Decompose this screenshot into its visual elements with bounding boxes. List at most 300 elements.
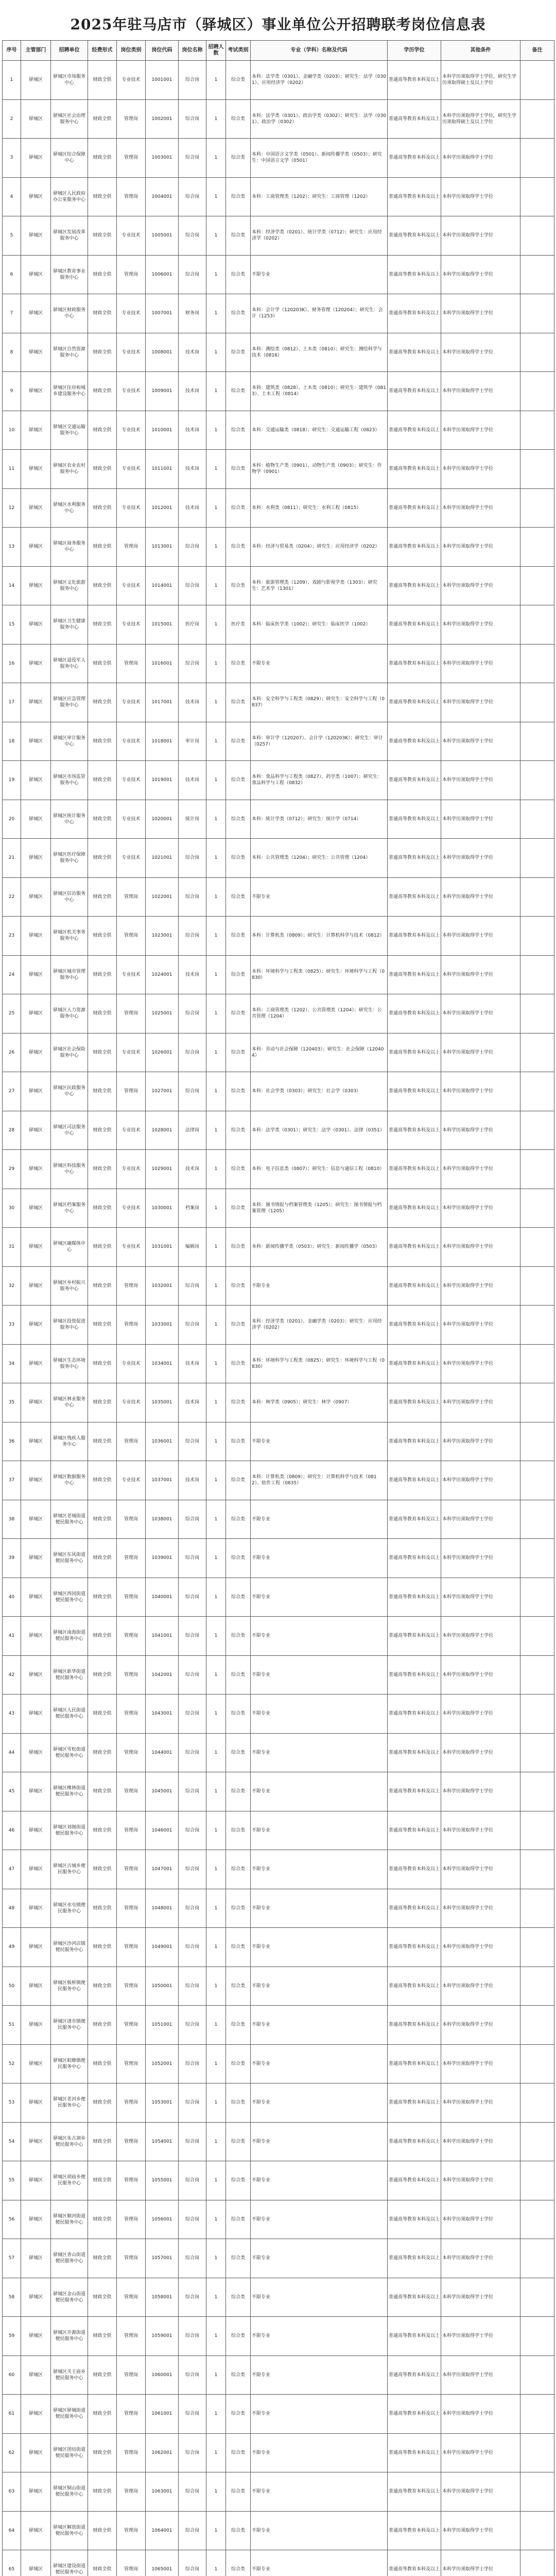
table-cell: 综合类 [226, 1578, 251, 1617]
table-cell: 财政全供 [88, 2122, 117, 2161]
table-cell: 1026001 [146, 1033, 179, 1072]
table-cell: 驿城区 [21, 139, 51, 178]
table-cell: 1011001 [146, 450, 179, 489]
table-cell: 1 [206, 2161, 226, 2200]
table-cell: 12 [3, 488, 21, 528]
table-cell: 管理岗 [117, 2200, 146, 2239]
table-cell: 驿城区沙河店镇便民服务中心 [51, 1928, 88, 1967]
table-cell: 本科学历须取得学士学位 [441, 1461, 520, 1500]
table-cell: 专业技术 [117, 216, 146, 256]
table-cell: 49 [3, 1928, 21, 1967]
table-cell: 1051001 [146, 2006, 179, 2045]
table-cell: 驿城区 [21, 1189, 51, 1228]
table-cell: 驿城区市场服务中心 [51, 61, 88, 100]
table-cell: 1042001 [146, 1655, 179, 1694]
table-cell: 本科：法学类（0301）；研究生：法学（0301）、法律（0351） [251, 1111, 388, 1150]
table-cell: 本科学历须取得学士学位 [441, 2239, 520, 2278]
table-cell: 综合岗 [179, 1772, 206, 1811]
table-cell: 1 [206, 488, 226, 528]
table-cell: 管理岗 [117, 1967, 146, 2006]
table-cell: 驿城区关王庙乡便民服务中心 [51, 2355, 88, 2395]
table-cell: 本科学历须取得学士学位 [441, 1266, 520, 1306]
table-cell: 驿城区老城街道便民服务中心 [51, 1500, 88, 1539]
table-cell: 驿城区 [21, 2395, 51, 2434]
table-cell: 不限专业 [251, 2044, 388, 2083]
table-cell: 驿城区交通运输服务中心 [51, 411, 88, 450]
table-cell: 财政全供 [88, 372, 117, 411]
table-cell: 普通高等教育本科及以上 [388, 99, 441, 139]
table-cell [520, 1344, 554, 1383]
table-cell: 技术岗 [179, 761, 206, 800]
table-cell: 综合类 [226, 877, 251, 917]
table-cell: 普通高等教育本科及以上 [388, 839, 441, 878]
table-cell: 驿城区 [21, 1306, 51, 1345]
table-cell: 1057001 [146, 2239, 179, 2278]
table-cell: 不限专业 [251, 1266, 388, 1306]
table-cell: 1020001 [146, 800, 179, 839]
table-cell: 1034001 [146, 1344, 179, 1383]
table-cell: 驿城区南海街道便民服务中心 [51, 1617, 88, 1656]
table-row [3, 1578, 554, 1617]
table-cell: 1 [206, 1539, 226, 1578]
table-cell: 23 [3, 917, 21, 956]
table-cell: 不限专业 [251, 644, 388, 683]
table-cell: 本科：植物生产类（0901）、动物生产类（0903）；研究生：作物学（0901） [251, 450, 388, 489]
table-cell: 1043001 [146, 1694, 179, 1734]
table-cell: 综合类 [226, 566, 251, 605]
table-row [3, 1850, 554, 1889]
table-cell: 本科：经济学类（0201）、金融学类（0203）；研究生：应用经济学（0202） [251, 1306, 388, 1345]
table-row [3, 1228, 554, 1267]
table-cell: 专业技术 [117, 566, 146, 605]
table-cell: 财政全供 [88, 2395, 117, 2434]
table-cell: 驿城区香山街道便民服务中心 [51, 2239, 88, 2278]
table-cell: 1 [206, 994, 226, 1033]
table-row [3, 2161, 554, 2200]
table-row [3, 488, 554, 528]
table-cell: 医疗类 [226, 605, 251, 645]
table-cell: 管理岗 [117, 528, 146, 567]
table-cell: 不限专业 [251, 1967, 388, 2006]
table-cell: 综合类 [226, 61, 251, 100]
column-header: 招聘人数 [206, 41, 226, 61]
table-cell: 综合类 [226, 1655, 251, 1694]
table-cell: 驿城区 [21, 605, 51, 645]
table-cell [520, 2006, 554, 2045]
table-cell: 1 [206, 1150, 226, 1189]
table-cell: 综合岗 [179, 1033, 206, 1072]
table-cell: 驿城区审计服务中心 [51, 722, 88, 761]
table-cell: 普通高等教育本科及以上 [388, 2200, 441, 2239]
table-cell: 财政全供 [88, 2317, 117, 2356]
table-cell: 本科：林学类（0905）；研究生：林学（0907） [251, 1383, 388, 1422]
table-row [3, 2355, 554, 2395]
table-cell: 财政全供 [88, 566, 117, 605]
table-cell: 综合类 [226, 2355, 251, 2395]
table-cell [520, 1111, 554, 1150]
table-cell: 1027001 [146, 1072, 179, 1111]
table-cell [520, 2472, 554, 2512]
table-cell: 财政全供 [88, 1539, 117, 1578]
table-cell: 40 [3, 1578, 21, 1617]
table-cell: 1036001 [146, 1422, 179, 1461]
table-cell: 驿城区自然资源服务中心 [51, 333, 88, 372]
table-cell: 普通高等教育本科及以上 [388, 139, 441, 178]
table-cell: 1 [206, 1928, 226, 1967]
table-cell: 财政全供 [88, 1072, 117, 1111]
table-cell: 普通高等教育本科及以上 [388, 1850, 441, 1889]
table-cell: 驿城区解放街道便民服务中心 [51, 2511, 88, 2550]
table-cell: 综合类 [226, 683, 251, 722]
table-cell: 本科学历须取得学士学位 [441, 2122, 520, 2161]
table-cell: 财政全供 [88, 333, 117, 372]
table-cell: 1050001 [146, 1967, 179, 2006]
table-cell: 本科学历须取得学士学位 [441, 2200, 520, 2239]
table-cell: 专业技术 [117, 1228, 146, 1267]
table-cell: 1 [206, 1461, 226, 1500]
table-cell: 本科学历须取得学士学位 [441, 2511, 520, 2550]
table-row [3, 2550, 554, 2576]
table-row [3, 1655, 554, 1694]
table-cell: 财政全供 [88, 1811, 117, 1850]
table-cell: 驿城区 [21, 839, 51, 878]
table-cell: 普通高等教育本科及以上 [388, 1655, 441, 1694]
table-cell: 驿城区 [21, 255, 51, 294]
table-cell: 1 [206, 2278, 226, 2317]
table-cell: 财务岗 [179, 294, 206, 333]
table-cell: 驿城区社会保险服务中心 [51, 1033, 88, 1072]
table-cell: 综合类 [226, 2239, 251, 2278]
table-cell: 财政全供 [88, 1228, 117, 1267]
table-cell: 财政全供 [88, 1344, 117, 1383]
table-row [3, 1694, 554, 1734]
table-cell: 驿城区财政服务中心 [51, 294, 88, 333]
table-cell: 综合岗 [179, 2472, 206, 2512]
table-cell: 驿城区 [21, 2200, 51, 2239]
table-cell: 1030001 [146, 1189, 179, 1228]
table-row [3, 877, 554, 917]
table-cell: 专业技术 [117, 411, 146, 450]
table-cell: 专业技术 [117, 333, 146, 372]
table-cell: 1 [206, 528, 226, 567]
table-cell: 驿城区西园街道便民服务中心 [51, 1578, 88, 1617]
table-cell: 技术岗 [179, 488, 206, 528]
table-cell: 综合岗 [179, 994, 206, 1033]
table-cell: 1 [206, 2395, 226, 2434]
table-cell: 驿城区顺河街道便民服务中心 [51, 2200, 88, 2239]
table-cell [520, 2433, 554, 2472]
table-cell: 管理岗 [117, 2511, 146, 2550]
table-row [3, 372, 554, 411]
table-cell: 普通高等教育本科及以上 [388, 2550, 441, 2576]
table-cell: 1 [206, 411, 226, 450]
table-cell: 统计岗 [179, 800, 206, 839]
table-cell: 普通高等教育本科及以上 [388, 644, 441, 683]
table-cell: 财政全供 [88, 605, 117, 645]
table-cell: 管理岗 [117, 877, 146, 917]
table-cell [520, 488, 554, 528]
table-cell: 专业技术 [117, 1189, 146, 1228]
table-cell: 综合类 [226, 1500, 251, 1539]
table-cell: 专业技术 [117, 61, 146, 100]
table-cell: 1023001 [146, 917, 179, 956]
table-cell: 1 [206, 1617, 226, 1656]
table-row [3, 2200, 554, 2239]
table-cell: 1 [206, 61, 226, 100]
table-cell: 财政全供 [88, 99, 117, 139]
table-cell: 29 [3, 1150, 21, 1189]
table-cell: 驿城区团结街道便民服务中心 [51, 2433, 88, 2472]
table-cell: 不限专业 [251, 2395, 388, 2434]
table-cell: 本科学历须取得学士学位 [441, 2083, 520, 2123]
table-cell: 1058001 [146, 2278, 179, 2317]
table-cell: 普通高等教育本科及以上 [388, 528, 441, 567]
column-header: 岗位名称 [179, 41, 206, 61]
table-cell: 普通高等教育本科及以上 [388, 2083, 441, 2123]
table-cell: 1060001 [146, 2355, 179, 2395]
table-cell: 普通高等教育本科及以上 [388, 333, 441, 372]
table-cell: 普通高等教育本科及以上 [388, 1733, 441, 1772]
table-cell: 专业技术 [117, 683, 146, 722]
table-cell [520, 1500, 554, 1539]
table-row [3, 1617, 554, 1656]
table-cell: 专业技术 [117, 1461, 146, 1500]
table-cell: 驿城区胡庙乡便民服务中心 [51, 2161, 88, 2200]
table-cell: 综合类 [226, 1889, 251, 1928]
table-cell: 驿城区 [21, 2511, 51, 2550]
table-cell: 本科学历须取得学士学位 [441, 877, 520, 917]
table-cell: 驿城区 [21, 1539, 51, 1578]
table-cell: 财政全供 [88, 1967, 117, 2006]
table-cell: 17 [3, 683, 21, 722]
table-cell: 编辑岗 [179, 1228, 206, 1267]
table-cell: 普通高等教育本科及以上 [388, 1150, 441, 1189]
table-cell: 驿城区 [21, 1655, 51, 1694]
table-cell: 1 [206, 1500, 226, 1539]
table-cell: 综合类 [226, 2511, 251, 2550]
table-cell: 驿城区 [21, 1694, 51, 1734]
table-cell: 1 [206, 1694, 226, 1734]
table-cell: 驿城区应急管理服务中心 [51, 683, 88, 722]
table-cell: 驿城区文化旅游服务中心 [51, 566, 88, 605]
table-cell: 32 [3, 1266, 21, 1306]
table-cell: 1021001 [146, 839, 179, 878]
table-cell: 本科学历须取得学士学位 [441, 722, 520, 761]
table-row [3, 955, 554, 994]
table-cell: 本科：会计学（120203K）、财务管理（120204）；研究生：会计（1253） [251, 294, 388, 333]
table-cell: 管理岗 [117, 2239, 146, 2278]
table-cell: 普通高等教育本科及以上 [388, 2278, 441, 2317]
table-cell: 1038001 [146, 1500, 179, 1539]
table-row [3, 2317, 554, 2356]
table-cell: 1029001 [146, 1150, 179, 1189]
table-cell: 普通高等教育本科及以上 [388, 2006, 441, 2045]
table-cell: 本科学历须取得学士学位 [441, 216, 520, 256]
table-cell: 1017001 [146, 683, 179, 722]
table-cell: 驿城区朱古洞乡便民服务中心 [51, 2122, 88, 2161]
table-cell [520, 2511, 554, 2550]
table-cell [520, 2044, 554, 2083]
table-cell: 驿城区发展改革服务中心 [51, 216, 88, 256]
table-cell: 11 [3, 450, 21, 489]
column-header: 备注 [520, 41, 554, 61]
table-cell: 1 [206, 2433, 226, 2472]
table-cell: 驿城区 [21, 800, 51, 839]
table-row [3, 255, 554, 294]
table-cell: 本科：水利类（0811）；研究生：水利工程（0815） [251, 488, 388, 528]
table-cell: 不限专业 [251, 2550, 388, 2576]
table-cell: 驿城区 [21, 1928, 51, 1967]
table-cell: 本科学历须取得学士学位，研究生学历须取得硕士及以上学位 [441, 99, 520, 139]
table-cell: 本科：电子信息类（0807）；研究生：信息与通信工程（0810） [251, 1150, 388, 1189]
table-cell: 综合岗 [179, 2239, 206, 2278]
table-row [3, 1733, 554, 1772]
table-cell: 专业技术 [117, 450, 146, 489]
table-cell: 1 [206, 2200, 226, 2239]
table-cell: 1005001 [146, 216, 179, 256]
table-cell: 10 [3, 411, 21, 450]
table-cell: 本科学历须取得学士学位 [441, 1111, 520, 1150]
table-cell: 本科：临床医学类（1002）；研究生：临床医学（1002） [251, 605, 388, 645]
table-cell: 1 [206, 2511, 226, 2550]
table-cell: 驿城区 [21, 528, 51, 567]
table-cell: 综合类 [226, 528, 251, 567]
table-cell: 1 [206, 1072, 226, 1111]
table-cell: 财政全供 [88, 917, 117, 956]
table-cell: 16 [3, 644, 21, 683]
table-cell: 驿城区卫生健康服务中心 [51, 605, 88, 645]
table-cell: 综合类 [226, 1461, 251, 1500]
table-cell: 本科学历须取得学士学位 [441, 2472, 520, 2512]
table-row [3, 683, 554, 722]
table-cell: 综合类 [226, 2161, 251, 2200]
table-cell: 普通高等教育本科及以上 [388, 2433, 441, 2472]
table-cell: 管理岗 [117, 1772, 146, 1811]
table-cell [520, 761, 554, 800]
table-cell: 本科：工商管理类（1202）；研究生：工商管理（1202） [251, 177, 388, 216]
table-cell: 综合岗 [179, 2006, 206, 2045]
table-cell: 专业技术 [117, 1111, 146, 1150]
table-cell: 财政全供 [88, 1500, 117, 1539]
table-cell: 53 [3, 2083, 21, 2123]
table-cell: 本科学历须取得学士学位 [441, 450, 520, 489]
table-cell: 1 [206, 566, 226, 605]
table-cell: 本科学历须取得学士学位 [441, 177, 520, 216]
table-cell: 不限专业 [251, 2006, 388, 2045]
table-cell [520, 2239, 554, 2278]
table-cell: 驿城区诸市镇便民服务中心 [51, 2006, 88, 2045]
table-cell: 本科学历须取得学士学位 [441, 1617, 520, 1656]
table-cell: 本科学历须取得学士学位 [441, 294, 520, 333]
table-cell [520, 1189, 554, 1228]
table-cell: 综合类 [226, 1306, 251, 1345]
table-cell: 财政全供 [88, 800, 117, 839]
table-cell: 22 [3, 877, 21, 917]
table-cell: 驿城区 [21, 1344, 51, 1383]
table-cell: 本科学历须取得学士学位 [441, 255, 520, 294]
table-cell: 1 [206, 955, 226, 994]
table-cell: 本科学历须取得学士学位 [441, 1383, 520, 1422]
table-cell: 驿城区科技服务中心 [51, 1150, 88, 1189]
table-cell: 1 [206, 333, 226, 372]
table-cell [520, 450, 554, 489]
table-row [3, 294, 554, 333]
table-cell: 技术岗 [179, 372, 206, 411]
table-cell: 普通高等教育本科及以上 [388, 2239, 441, 2278]
table-cell: 财政全供 [88, 61, 117, 100]
table-cell: 专业技术 [117, 488, 146, 528]
column-header: 岗位类别 [117, 41, 146, 61]
table-row [3, 450, 554, 489]
table-cell: 综合类 [226, 255, 251, 294]
table-row [3, 139, 554, 178]
table-cell: 7 [3, 294, 21, 333]
table-cell: 27 [3, 1072, 21, 1111]
table-cell: 驿城区古城乡便民服务中心 [51, 1850, 88, 1889]
table-cell: 管理岗 [117, 1500, 146, 1539]
table-cell: 普通高等教育本科及以上 [388, 955, 441, 994]
table-cell: 驿城区 [21, 333, 51, 372]
table-cell: 综合类 [226, 994, 251, 1033]
table-cell: 本科学历须取得学士学位 [441, 1733, 520, 1772]
table-cell: 驿城区 [21, 994, 51, 1033]
table-cell: 普通高等教育本科及以上 [388, 1344, 441, 1383]
table-cell [520, 800, 554, 839]
table-cell: 财政全供 [88, 1733, 117, 1772]
table-row [3, 216, 554, 256]
table-cell: 管理岗 [117, 2044, 146, 2083]
table-cell: 不限专业 [251, 1889, 388, 1928]
table-row [3, 722, 554, 761]
table-cell: 管理岗 [117, 177, 146, 216]
table-header-row [3, 41, 554, 61]
table-cell: 驿城区铜山街道便民服务中心 [51, 2472, 88, 2512]
table-cell: 1 [206, 1266, 226, 1306]
table-cell: 普通高等教育本科及以上 [388, 1811, 441, 1850]
table-cell: 1054001 [146, 2122, 179, 2161]
table-cell: 普通高等教育本科及以上 [388, 61, 441, 100]
table-cell: 1 [206, 605, 226, 645]
table-cell: 3 [3, 139, 21, 178]
table-cell: 综合类 [226, 2200, 251, 2239]
table-cell: 综合类 [226, 1383, 251, 1422]
table-cell: 普通高等教育本科及以上 [388, 450, 441, 489]
table-cell: 驿城区建设街道便民服务中心 [51, 2550, 88, 2576]
table-cell: 驿城区 [21, 955, 51, 994]
table-cell: 1 [206, 839, 226, 878]
table-cell: 综合类 [226, 1344, 251, 1383]
table-cell: 1062001 [146, 2433, 179, 2472]
table-cell: 本科学历须取得学士学位 [441, 1694, 520, 1734]
table-cell: 驿城区 [21, 2044, 51, 2083]
table-cell: 普通高等教育本科及以上 [388, 2122, 441, 2161]
table-cell: 不限专业 [251, 877, 388, 917]
table-cell: 驿城区统计服务中心 [51, 800, 88, 839]
table-cell: 1 [206, 1033, 226, 1072]
table-row [3, 2122, 554, 2161]
table-cell: 综合岗 [179, 917, 206, 956]
table-cell: 1 [206, 2317, 226, 2356]
table-cell: 1 [206, 139, 226, 178]
table-cell: 54 [3, 2122, 21, 2161]
table-cell [520, 1306, 554, 1345]
table-cell: 普通高等教育本科及以上 [388, 488, 441, 528]
table-cell: 1 [206, 1811, 226, 1850]
table-cell: 驿城区橡林街道便民服务中心 [51, 1772, 88, 1811]
table-cell: 综合类 [226, 800, 251, 839]
table-cell [520, 61, 554, 100]
table-cell: 1041001 [146, 1617, 179, 1656]
